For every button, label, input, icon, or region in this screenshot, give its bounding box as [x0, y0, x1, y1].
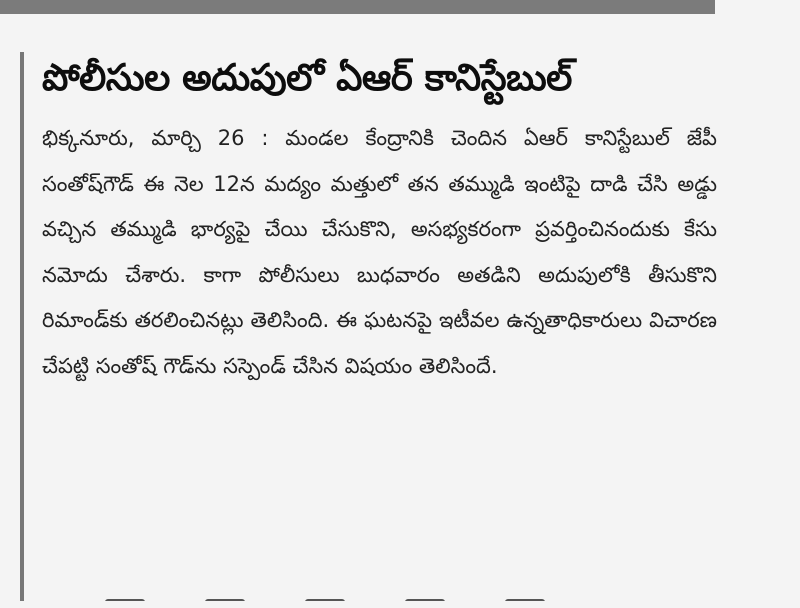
top-divider-bar	[0, 0, 715, 14]
article-headline: పోలీసుల అదుపులో ఏఆర్ కానిస్టేబుల్	[42, 56, 572, 99]
news-clipping	[42, 48, 742, 608]
column-rule	[20, 52, 24, 601]
article-body: భిక్కనూరు, మార్చి 26 : మండల కేంద్రానికి చెందిన ఏఆర్ కానిస్టేబుల్ జేపీ సంతోష్‌గౌడ్ ఈ నెల 12న మద్యం మత్తులో తన తమ్ముడి ఇంటిపై దాడి చేసి అడ్డు వచ్చిన తమ్ముడి భార్యపై చేయి చేసుకొని, అసభ్యకరంగా ప్రవర్తించినందుకు కేసు నమోదు చేశారు. కాగా పోలీసులు బుధవారం అతడిని అదుపులోకి తీసుకొని రిమాండ్‌కు తరలించినట్లు తెలిసింది. ఈ ఘటనపై ఇటీవల ఉన్నతాధికారులు విచారణ చేపట్టి సంతోష్ గౌడ్‌ను సస్పెండ్ చేసిన విషయం తెలిసిందే.	[42, 126, 717, 378]
cropped-next-line	[105, 590, 705, 601]
